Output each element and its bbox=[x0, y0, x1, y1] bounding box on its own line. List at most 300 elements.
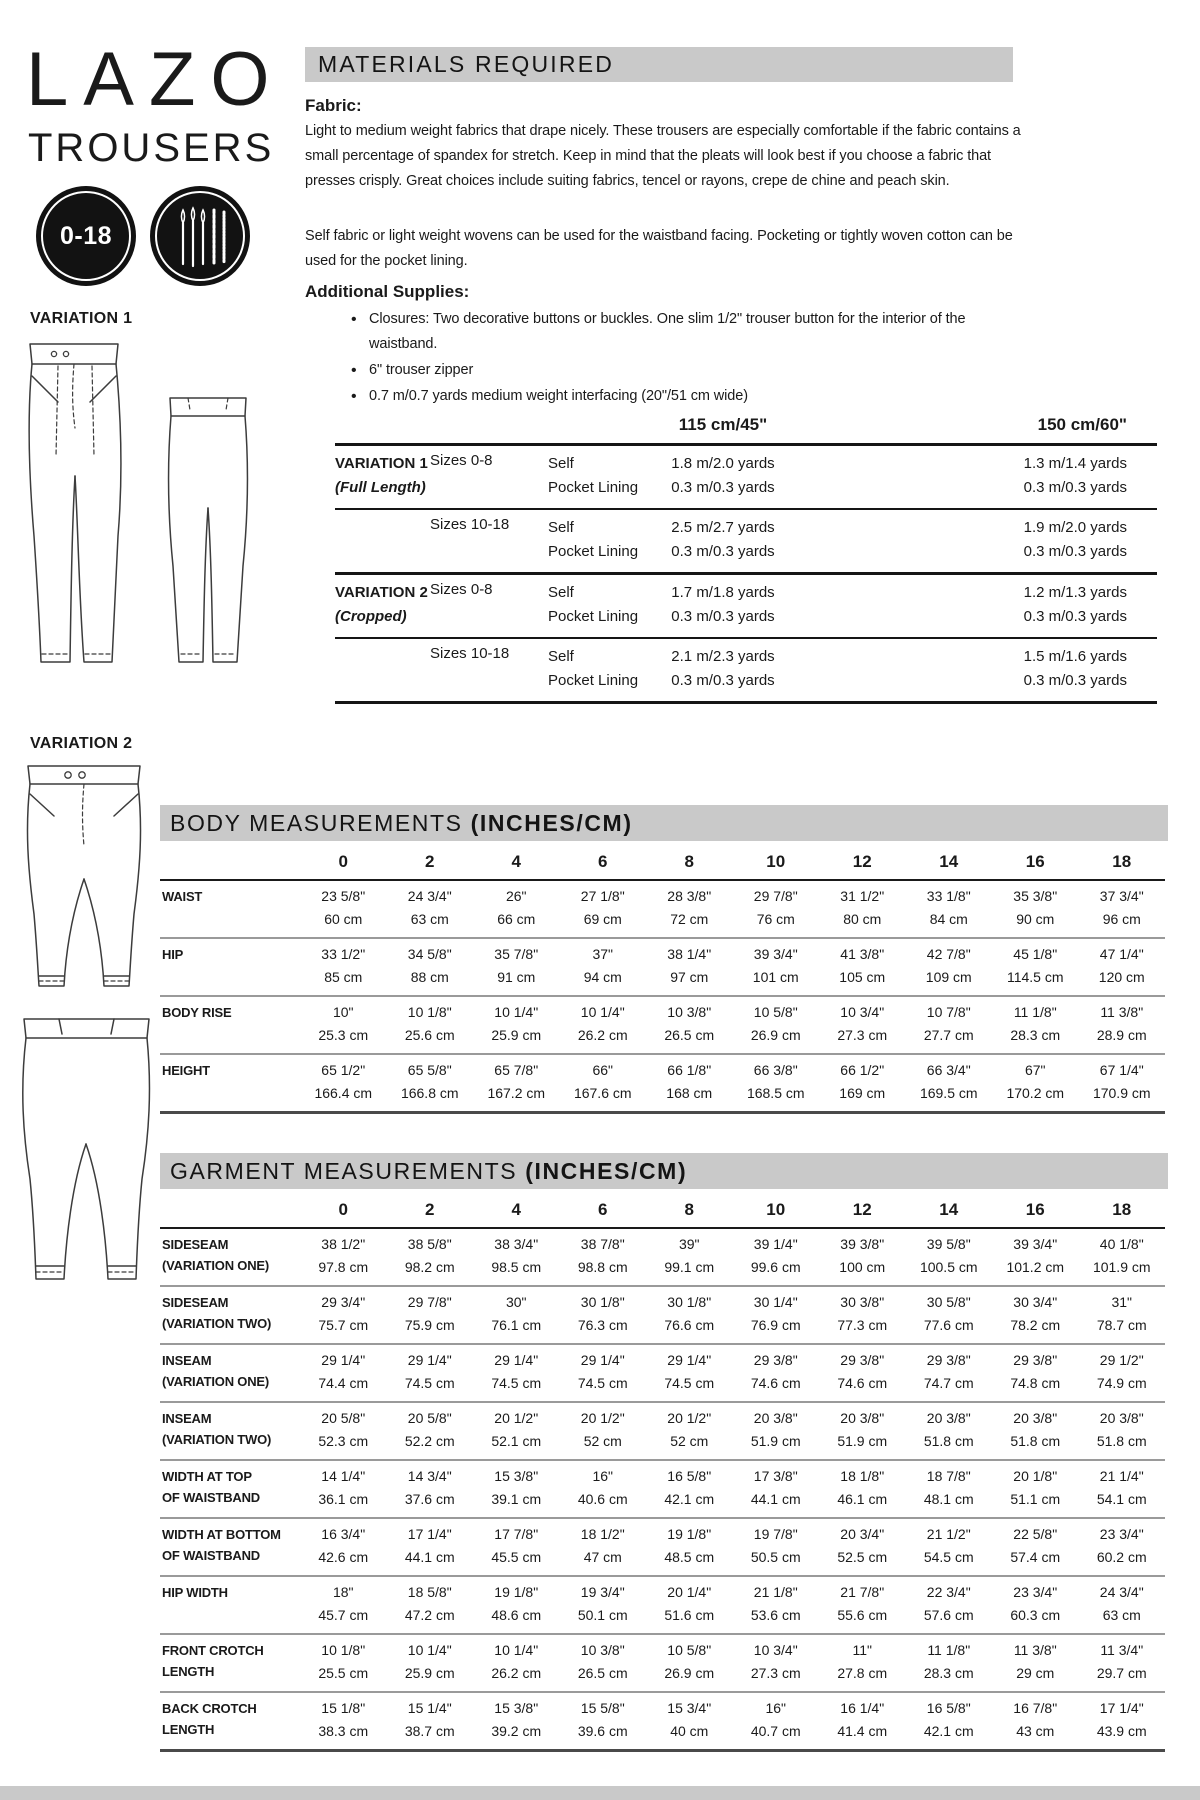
size-column-header: 10 bbox=[733, 846, 820, 880]
inches-value: 10 1/4" bbox=[494, 1642, 539, 1658]
measure-cell bbox=[819, 880, 906, 938]
inches-value: 29 1/4" bbox=[321, 1352, 366, 1368]
brand-subtitle: TROUSERS bbox=[28, 126, 275, 170]
cm-value: 84 cm bbox=[929, 911, 968, 927]
cm-value: 48.6 cm bbox=[491, 1607, 542, 1623]
measure-cell bbox=[473, 1402, 560, 1460]
inches-value: 67" bbox=[1024, 1062, 1046, 1078]
measure-cell bbox=[300, 1402, 387, 1460]
yardage-150-cell bbox=[798, 509, 1157, 574]
inches-value: 40 1/8" bbox=[1099, 1236, 1144, 1252]
inches-value: 23 3/4" bbox=[1099, 1526, 1144, 1542]
measure-cell bbox=[560, 938, 647, 996]
fabric-description: Light to medium weight fabrics that drape nicely. These trousers are especially comfortable if the fabric contains a small percentage of spandex for stretch. Keep in mind that the pleats will look best if you choose a fabric that presses crisply. Great choices include suiting fabrics, tencel or rayons, crepe de chine and peach skin. bbox=[305, 123, 1021, 189]
inches-value: 38 1/2" bbox=[321, 1236, 366, 1252]
measure-cell bbox=[387, 1402, 474, 1460]
cm-value: 26.2 cm bbox=[577, 1027, 628, 1043]
cm-value: 51.8 cm bbox=[1096, 1433, 1147, 1449]
inches-value: 65 1/2" bbox=[321, 1062, 366, 1078]
inches-value: 66 3/8" bbox=[753, 1062, 798, 1078]
inches-value: 20 3/8" bbox=[840, 1410, 885, 1426]
inches-value: 10 3/4" bbox=[753, 1642, 798, 1658]
yardage-115-cell bbox=[648, 638, 798, 703]
measure-label-line: (VARIATION ONE) bbox=[162, 1258, 270, 1273]
measure-cell bbox=[819, 1692, 906, 1751]
size-column-header: 8 bbox=[646, 846, 733, 880]
inches-value: 37" bbox=[592, 946, 614, 962]
cm-value: 52 cm bbox=[583, 1433, 622, 1449]
measure-cell bbox=[560, 1054, 647, 1113]
measure-cell bbox=[646, 1460, 733, 1518]
cm-value: 27.7 cm bbox=[923, 1027, 974, 1043]
inches-value: 11 1/8" bbox=[1013, 1004, 1057, 1020]
yardage-table bbox=[335, 415, 1157, 704]
inches-value: 45 1/8" bbox=[1013, 946, 1058, 962]
cm-value: 28.9 cm bbox=[1096, 1027, 1147, 1043]
yardage-header-spacer bbox=[430, 415, 548, 445]
cm-value: 170.9 cm bbox=[1092, 1085, 1151, 1101]
measure-cell bbox=[906, 1228, 993, 1286]
yardage-amount-150: 0.3 m/0.3 yards bbox=[1023, 608, 1127, 625]
measure-cell bbox=[300, 1692, 387, 1751]
trousers-back-full-illustration bbox=[169, 398, 248, 662]
cm-value: 114.5 cm bbox=[1006, 969, 1064, 985]
yardage-115-cell bbox=[648, 574, 798, 639]
sewing-needles-icon bbox=[150, 186, 250, 286]
measure-cell bbox=[387, 1460, 474, 1518]
measure-cell bbox=[646, 1228, 733, 1286]
body-measurements-title: BODY MEASUREMENTS bbox=[170, 810, 471, 836]
yardage-sizes-cell: Sizes 10-18 bbox=[430, 509, 548, 574]
cm-value: 48.5 cm bbox=[664, 1549, 715, 1565]
cm-value: 36.1 cm bbox=[318, 1491, 369, 1507]
cm-value: 66 cm bbox=[497, 911, 536, 927]
cm-value: 54.1 cm bbox=[1096, 1491, 1147, 1507]
size-header-row bbox=[160, 846, 1165, 880]
measure-cell bbox=[906, 1576, 993, 1634]
inches-value: 29 1/4" bbox=[580, 1352, 625, 1368]
measure-cell bbox=[906, 1286, 993, 1344]
cm-value: 53.6 cm bbox=[750, 1607, 801, 1623]
variation-2-back-illustration bbox=[14, 1004, 159, 1294]
cm-value: 76.6 cm bbox=[664, 1317, 715, 1333]
inches-value: 10 3/8" bbox=[667, 1004, 712, 1020]
inches-value: 10 3/4" bbox=[840, 1004, 885, 1020]
cm-value: 39.2 cm bbox=[491, 1723, 542, 1739]
measure-row bbox=[160, 880, 1165, 938]
measure-cell bbox=[646, 938, 733, 996]
size-column-header: 12 bbox=[819, 846, 906, 880]
cm-value: 44.1 cm bbox=[750, 1491, 801, 1507]
cm-value: 48.1 cm bbox=[923, 1491, 974, 1507]
cm-value: 28.3 cm bbox=[1010, 1027, 1061, 1043]
yardage-115-cell bbox=[648, 509, 798, 574]
measure-row bbox=[160, 1344, 1165, 1402]
cm-value: 101 cm bbox=[752, 969, 799, 985]
measure-label-line: HIP bbox=[162, 947, 184, 962]
inches-value: 18 1/8" bbox=[840, 1468, 885, 1484]
measure-cell bbox=[646, 880, 733, 938]
measure-cell bbox=[992, 1576, 1079, 1634]
cm-value: 25.9 cm bbox=[491, 1027, 542, 1043]
inches-value: 39 3/4" bbox=[753, 946, 798, 962]
measure-row bbox=[160, 1402, 1165, 1460]
measure-cell bbox=[560, 1518, 647, 1576]
cm-value: 28.3 cm bbox=[923, 1665, 974, 1681]
body-measurements-header bbox=[160, 805, 1168, 841]
measure-cell bbox=[387, 1228, 474, 1286]
fabric-heading: Fabric: bbox=[305, 96, 362, 115]
measure-row bbox=[160, 938, 1165, 996]
inches-value: 38 3/4" bbox=[494, 1236, 539, 1252]
size-column-header: 10 bbox=[733, 1194, 820, 1228]
measure-cell bbox=[992, 1634, 1079, 1692]
measure-row-label bbox=[160, 938, 300, 996]
inches-value: 15 1/8" bbox=[321, 1700, 366, 1716]
yardage-sizes-cell: Sizes 0-8 bbox=[430, 574, 548, 639]
cm-value: 29.7 cm bbox=[1096, 1665, 1147, 1681]
cm-value: 97.8 cm bbox=[318, 1259, 369, 1275]
inches-value: 18 1/2" bbox=[580, 1526, 625, 1542]
inches-value: 11 3/4" bbox=[1100, 1642, 1144, 1658]
measure-cell bbox=[733, 1228, 820, 1286]
yardage-sizes-cell: Sizes 0-8 bbox=[430, 452, 493, 469]
cm-value: 52.3 cm bbox=[318, 1433, 369, 1449]
variation-style: (Cropped) bbox=[335, 608, 407, 625]
measure-row bbox=[160, 996, 1165, 1054]
inches-value: 16" bbox=[765, 1700, 787, 1716]
measure-row-label bbox=[160, 1460, 300, 1518]
inches-value: 10 1/8" bbox=[321, 1642, 366, 1658]
inches-value: 16 7/8" bbox=[1013, 1700, 1058, 1716]
cm-value: 94 cm bbox=[583, 969, 622, 985]
inches-value: 37 3/4" bbox=[1099, 888, 1144, 904]
cm-value: 167.6 cm bbox=[573, 1085, 632, 1101]
inches-value: 39 5/8" bbox=[926, 1236, 971, 1252]
yardage-item-label: Self bbox=[548, 519, 574, 536]
size-column-header: 0 bbox=[300, 846, 387, 880]
yardage-sizes-cell: Sizes 10-18 bbox=[430, 638, 548, 703]
inches-value: 47 1/4" bbox=[1099, 946, 1144, 962]
inches-value: 30 1/8" bbox=[580, 1294, 625, 1310]
cm-value: 100 cm bbox=[839, 1259, 886, 1275]
measure-cell bbox=[906, 1344, 993, 1402]
fabric-facing-note: Self fabric or light weight wovens can be used for the waistband facing. Pocketing or tightly woven cotton can be used for the pocket lining. bbox=[305, 228, 1013, 269]
cm-value: 169.5 cm bbox=[919, 1085, 978, 1101]
inches-value: 21 1/8" bbox=[753, 1584, 798, 1600]
measure-cell bbox=[819, 996, 906, 1054]
measure-cell bbox=[300, 996, 387, 1054]
cm-value: 77.3 cm bbox=[837, 1317, 888, 1333]
measure-label-line: SIDESEAM bbox=[162, 1237, 229, 1252]
size-column-header: 16 bbox=[992, 1194, 1079, 1228]
measure-cell bbox=[646, 1286, 733, 1344]
cm-value: 27.8 cm bbox=[837, 1665, 888, 1681]
inches-value: 17 7/8" bbox=[494, 1526, 539, 1542]
cm-value: 88 cm bbox=[410, 969, 449, 985]
inches-value: 16 3/4" bbox=[321, 1526, 366, 1542]
measure-cell bbox=[300, 1576, 387, 1634]
measure-row bbox=[160, 1228, 1165, 1286]
cm-value: 51.1 cm bbox=[1010, 1491, 1061, 1507]
measure-cell bbox=[473, 938, 560, 996]
measure-cell bbox=[1079, 996, 1166, 1054]
yardage-150-cell bbox=[798, 574, 1157, 639]
inches-value: 24 3/4" bbox=[1099, 1584, 1144, 1600]
inches-value: 19 3/4" bbox=[580, 1584, 625, 1600]
measure-cell bbox=[992, 1228, 1079, 1286]
measure-cell bbox=[387, 1286, 474, 1344]
cm-value: 166.8 cm bbox=[400, 1085, 459, 1101]
inches-value: 33 1/2" bbox=[321, 946, 366, 962]
measure-cell bbox=[733, 1634, 820, 1692]
inches-value: 35 7/8" bbox=[494, 946, 539, 962]
yardage-amount-150: 1.2 m/1.3 yards bbox=[1023, 584, 1127, 601]
inches-value: 10 7/8" bbox=[926, 1004, 971, 1020]
measure-cell bbox=[560, 996, 647, 1054]
cm-value: 51.9 cm bbox=[750, 1433, 801, 1449]
inches-value: 10 5/8" bbox=[753, 1004, 798, 1020]
cm-value: 40.6 cm bbox=[577, 1491, 628, 1507]
measure-cell bbox=[1079, 1460, 1166, 1518]
size-column-header: 14 bbox=[906, 1194, 993, 1228]
measure-cell bbox=[473, 996, 560, 1054]
inches-value: 39 1/4" bbox=[753, 1236, 798, 1252]
measure-cell bbox=[733, 1054, 820, 1113]
inches-value: 23 5/8" bbox=[321, 888, 366, 904]
measure-cell bbox=[300, 880, 387, 938]
measure-cell bbox=[1079, 1286, 1166, 1344]
size-column-header: 2 bbox=[387, 846, 474, 880]
measure-cell bbox=[1079, 1518, 1166, 1576]
cm-value: 55.6 cm bbox=[837, 1607, 888, 1623]
yardage-item-label: Pocket Lining bbox=[548, 672, 639, 689]
measure-row-label bbox=[160, 1692, 300, 1751]
cm-value: 99.6 cm bbox=[750, 1259, 801, 1275]
inches-value: 23 3/4" bbox=[1013, 1584, 1058, 1600]
measure-cell bbox=[646, 1402, 733, 1460]
cm-value: 40 cm bbox=[670, 1723, 709, 1739]
inches-value: 20 3/4" bbox=[840, 1526, 885, 1542]
measure-cell bbox=[473, 1576, 560, 1634]
inches-value: 66 1/2" bbox=[840, 1062, 885, 1078]
cm-value: 60.2 cm bbox=[1096, 1549, 1147, 1565]
variation-name: VARIATION 1 bbox=[335, 455, 428, 472]
cm-value: 97 cm bbox=[670, 969, 709, 985]
measure-cell bbox=[992, 1518, 1079, 1576]
inches-value: 16 1/4" bbox=[840, 1700, 885, 1716]
measure-cell bbox=[733, 880, 820, 938]
cm-value: 27.3 cm bbox=[837, 1027, 888, 1043]
measure-label-line: (VARIATION TWO) bbox=[162, 1432, 272, 1447]
cm-value: 74.6 cm bbox=[837, 1375, 888, 1391]
cm-value: 98.2 cm bbox=[404, 1259, 455, 1275]
cm-value: 96 cm bbox=[1102, 911, 1141, 927]
cm-value: 76.9 cm bbox=[750, 1317, 801, 1333]
measure-cell bbox=[473, 1228, 560, 1286]
inches-value: 29 3/8" bbox=[926, 1352, 971, 1368]
inches-value: 20 1/2" bbox=[494, 1410, 539, 1426]
measure-row bbox=[160, 1286, 1165, 1344]
inches-value: 17 3/8" bbox=[753, 1468, 798, 1484]
yardage-group-row bbox=[335, 509, 1157, 574]
inches-value: 10 3/8" bbox=[580, 1642, 625, 1658]
inches-value: 20 3/8" bbox=[926, 1410, 971, 1426]
yardage-group-row bbox=[335, 638, 1157, 703]
measure-cell bbox=[819, 1054, 906, 1113]
footer-bar bbox=[0, 1786, 1200, 1800]
inches-value: 15 5/8" bbox=[580, 1700, 625, 1716]
yardage-item-cell bbox=[548, 445, 648, 510]
cm-value: 60.3 cm bbox=[1010, 1607, 1061, 1623]
cm-value: 74.5 cm bbox=[664, 1375, 715, 1391]
measure-cell bbox=[906, 1402, 993, 1460]
measure-cell bbox=[387, 1576, 474, 1634]
cm-value: 63 cm bbox=[1102, 1607, 1141, 1623]
inches-value: 11" bbox=[852, 1642, 872, 1658]
cm-value: 38.3 cm bbox=[318, 1723, 369, 1739]
inches-value: 20 1/2" bbox=[667, 1410, 712, 1426]
cm-value: 120 cm bbox=[1098, 969, 1145, 985]
cm-value: 76.3 cm bbox=[577, 1317, 628, 1333]
measure-cell bbox=[560, 1460, 647, 1518]
yardage-amount-115: 0.3 m/0.3 yards bbox=[671, 672, 775, 689]
measure-cell bbox=[992, 1344, 1079, 1402]
measure-cell bbox=[387, 1518, 474, 1576]
measure-cell bbox=[906, 1634, 993, 1692]
measure-cell bbox=[387, 996, 474, 1054]
measure-cell bbox=[1079, 1344, 1166, 1402]
measure-label-line: HIP WIDTH bbox=[162, 1585, 228, 1600]
measure-cell bbox=[300, 1344, 387, 1402]
cm-value: 45.5 cm bbox=[491, 1549, 542, 1565]
inches-value: 20 1/8" bbox=[1013, 1468, 1058, 1484]
inches-value: 20 3/8" bbox=[1013, 1410, 1058, 1426]
inches-value: 42 7/8" bbox=[926, 946, 971, 962]
inches-value: 67 1/4" bbox=[1099, 1062, 1144, 1078]
inches-value: 16" bbox=[592, 1468, 614, 1484]
cm-value: 74.5 cm bbox=[491, 1375, 542, 1391]
body-measurements-table bbox=[160, 846, 1165, 1114]
inches-value: 11 3/8" bbox=[1100, 1004, 1144, 1020]
cm-value: 50.1 cm bbox=[577, 1607, 628, 1623]
measure-cell bbox=[560, 1402, 647, 1460]
yardage-amount-150: 0.3 m/0.3 yards bbox=[1023, 543, 1127, 560]
measure-cell bbox=[1079, 1634, 1166, 1692]
inches-value: 16 5/8" bbox=[926, 1700, 971, 1716]
brand-name: LAZO bbox=[26, 37, 285, 122]
yardage-item-label: Pocket Lining bbox=[548, 543, 639, 560]
measure-cell bbox=[992, 1460, 1079, 1518]
variation-2-label: VARIATION 2 bbox=[30, 735, 133, 752]
cm-value: 52.2 cm bbox=[404, 1433, 455, 1449]
materials-section-header: MATERIALS REQUIRED bbox=[305, 47, 1013, 82]
inches-value: 15 3/8" bbox=[494, 1468, 539, 1484]
cm-value: 100.5 cm bbox=[919, 1259, 978, 1275]
inches-value: 35 3/8" bbox=[1013, 888, 1058, 904]
measure-row-label bbox=[160, 1402, 300, 1460]
measure-cell bbox=[733, 938, 820, 996]
cm-value: 167.2 cm bbox=[487, 1085, 546, 1101]
cm-value: 26.9 cm bbox=[750, 1027, 801, 1043]
inches-value: 65 5/8" bbox=[407, 1062, 452, 1078]
inches-value: 29 3/8" bbox=[753, 1352, 798, 1368]
cm-value: 75.9 cm bbox=[404, 1317, 455, 1333]
needles-badge bbox=[150, 186, 250, 286]
cm-value: 52 cm bbox=[670, 1433, 709, 1449]
yardage-width-115-header: 115 cm/45" bbox=[648, 415, 798, 445]
measure-cell bbox=[300, 1228, 387, 1286]
cm-value: 25.3 cm bbox=[318, 1027, 369, 1043]
cm-value: 78.7 cm bbox=[1096, 1317, 1147, 1333]
inches-value: 31 1/2" bbox=[840, 888, 885, 904]
measure-cell bbox=[387, 1634, 474, 1692]
measure-cell bbox=[733, 1692, 820, 1751]
inches-value: 66 3/4" bbox=[926, 1062, 971, 1078]
measure-cell bbox=[906, 1054, 993, 1113]
cm-value: 43.9 cm bbox=[1096, 1723, 1147, 1739]
cm-value: 51.6 cm bbox=[664, 1607, 715, 1623]
measure-cell bbox=[387, 938, 474, 996]
cm-value: 52.1 cm bbox=[491, 1433, 542, 1449]
measure-row bbox=[160, 1692, 1165, 1751]
inches-value: 30 3/8" bbox=[840, 1294, 885, 1310]
yardage-115-cell bbox=[648, 445, 798, 510]
measure-cell bbox=[300, 1286, 387, 1344]
measure-cell bbox=[646, 1054, 733, 1113]
yardage-amount-115: 2.5 m/2.7 yards bbox=[671, 519, 775, 536]
body-measurements-units: (INCHES/CM) bbox=[470, 810, 633, 836]
measure-cell bbox=[819, 1576, 906, 1634]
cm-value: 40.7 cm bbox=[750, 1723, 801, 1739]
measure-cell bbox=[473, 1054, 560, 1113]
measure-cell bbox=[560, 1228, 647, 1286]
measure-cell bbox=[1079, 1576, 1166, 1634]
cm-value: 74.4 cm bbox=[318, 1375, 369, 1391]
yardage-group-row bbox=[335, 445, 1157, 510]
yardage-amount-115: 0.3 m/0.3 yards bbox=[671, 543, 775, 560]
measure-cell bbox=[819, 1634, 906, 1692]
measure-label-line: HEIGHT bbox=[162, 1063, 210, 1078]
cm-value: 39.6 cm bbox=[577, 1723, 628, 1739]
inches-value: 66" bbox=[592, 1062, 614, 1078]
yardage-group-row bbox=[335, 574, 1157, 639]
size-range-badge bbox=[36, 186, 136, 286]
measure-label-line: WIDTH AT BOTTOM bbox=[162, 1527, 281, 1542]
yardage-variation-cell bbox=[335, 638, 430, 703]
measure-cell bbox=[473, 880, 560, 938]
measure-cell bbox=[992, 938, 1079, 996]
cm-value: 74.8 cm bbox=[1010, 1375, 1061, 1391]
cm-value: 74.5 cm bbox=[577, 1375, 628, 1391]
inches-value: 20 5/8" bbox=[321, 1410, 366, 1426]
measure-cell bbox=[733, 1344, 820, 1402]
yardage-amount-150: 1.9 m/2.0 yards bbox=[1023, 519, 1127, 536]
inches-value: 34 5/8" bbox=[407, 946, 452, 962]
measure-cell bbox=[906, 996, 993, 1054]
inches-value: 10" bbox=[332, 1004, 354, 1020]
yardage-150-cell bbox=[798, 445, 1157, 510]
yardage-amount-115: 1.7 m/1.8 yards bbox=[671, 584, 775, 601]
size-range-text: 0-18 bbox=[59, 221, 113, 250]
variation-1-illustration bbox=[18, 336, 273, 671]
inches-value: 29 1/4" bbox=[667, 1352, 712, 1368]
cm-value: 101.2 cm bbox=[1006, 1259, 1065, 1275]
measure-label-line: (VARIATION TWO) bbox=[162, 1316, 272, 1331]
cm-value: 42.1 cm bbox=[923, 1723, 974, 1739]
measure-row-label bbox=[160, 880, 300, 938]
measure-cell bbox=[646, 1576, 733, 1634]
